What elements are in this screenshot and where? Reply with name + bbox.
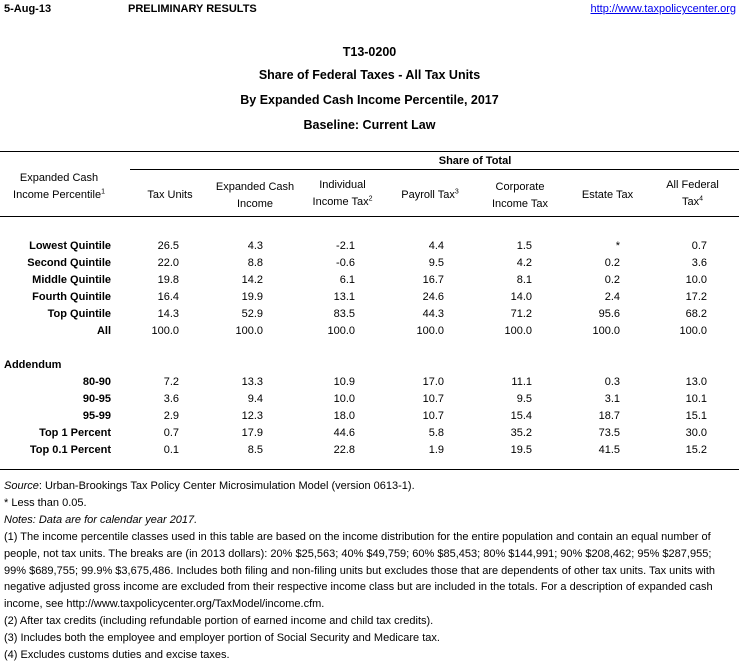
table-row: Top 1 Percent 0.7 17.9 44.6 5.8 35.2 73.5 30.0 — [39, 427, 707, 439]
table-subtitle: By Expanded Cash Income Percentile, 2017 — [240, 93, 499, 107]
table-notes — [4, 478, 736, 664]
table-row: Second Quintile 22.0 8.8 -0.6 9.5 4.2 0.2 3.6 — [27, 257, 707, 269]
tax-units-header: Tax Units — [147, 189, 193, 201]
estate-tax-header: Estate Tax — [581, 189, 634, 201]
footnote-4: (4) Excludes customs duties and excise taxes. — [4, 649, 230, 662]
table-row: 80-90 7.2 13.3 10.9 17.0 11.1 0.3 13.0 — [82, 376, 707, 388]
notes-line: Notes: Data are for calendar year 2017. — [4, 513, 198, 526]
row-label-header: Expanded Cash Income Percentile$^1$ — [13, 172, 105, 201]
less-than-note: * Less than 0.05. — [4, 496, 87, 509]
table-title: Share of Federal Taxes - All Tax Units — [258, 68, 481, 82]
table-row: 90-95 3.6 9.4 10.0 10.7 9.5 3.1 10.1 — [82, 393, 707, 405]
header-top-rule — [0, 151, 739, 152]
addendum-label: Addendum — [4, 359, 62, 371]
table-row: Top 0.1 Percent 0.1 8.5 22.8 1.9 19.5 41.5 15.2 — [29, 444, 707, 456]
report-date: 5-Aug-13 — [4, 3, 52, 15]
source-note: Source: Urban-Brookings Tax Policy Center Microsimulation Model (version 0613-1). — [4, 480, 415, 492]
table-row-total: All 100.0 100.0 100.0 100.0 100.0 100.0 100.0 — [96, 325, 707, 337]
footnote-2: (2) After tax credits (including refundable portion of earned income and child tax credits). — [4, 615, 434, 628]
share-of-total-header: Share of Total — [438, 155, 512, 167]
table-id: T13-0200 — [342, 45, 397, 59]
all-federal-tax-header: All Federal Tax$^4$ — [666, 179, 719, 208]
preliminary-label: PRELIMINARY RESULTS — [128, 3, 257, 15]
table-baseline: Baseline: Current Law — [303, 118, 436, 132]
cash-income-header: Expanded Cash Income — [215, 181, 295, 210]
header-bottom-rule — [0, 216, 739, 217]
table-row: Middle Quintile 19.8 14.2 6.1 16.7 8.1 0.2 10.0 — [32, 274, 707, 286]
corporate-income-tax-header: Corporate Income Tax — [491, 181, 549, 210]
footnote-3: (3) Includes both the employee and employer portion of Social Security and Medicare tax. — [4, 632, 440, 645]
table-row: 95-99 2.9 12.3 18.0 10.7 15.4 18.7 15.1 — [82, 410, 707, 422]
table-row: Lowest Quintile 26.5 4.3 -2.1 4.4 1.5 * 0.7 — [29, 240, 707, 252]
payroll-tax-header: Payroll Tax$^3$ — [401, 188, 459, 201]
table-row: Fourth Quintile 16.4 19.9 13.1 24.6 14.0 2.4 17.2 — [32, 291, 707, 303]
individual-income-tax-header: Individual Income Tax$^2$ — [312, 179, 373, 208]
footnote-1: (1) The income percentile classes used in this table are based on the income distribution for the entire population and contain an equal number of people, not tax units. The breaks are (in 2013 dollars): 20% $25,563; 40% $49,759; 60% $85,453; 80% $144,991; 90% $208,462; 95% $287,955; 99% $689,755; 99.9% $3,675,486. Includes both filing and non-filing units but excludes those that are dependents of other tax units. Tax units with negative adjusted gross income are excluded from their respective income class but are included in the totals. For a description of expanded cash income, see http://www.taxpolicycenter.org/TaxModel/income.cfm. — [4, 530, 716, 611]
table-row: Top Quintile 14.3 52.9 83.5 44.3 71.2 95.6 68.2 — [47, 308, 707, 320]
tpc-link[interactable]: http://www.taxpolicycenter.org — [590, 3, 736, 15]
table-bottom-rule — [0, 469, 739, 470]
